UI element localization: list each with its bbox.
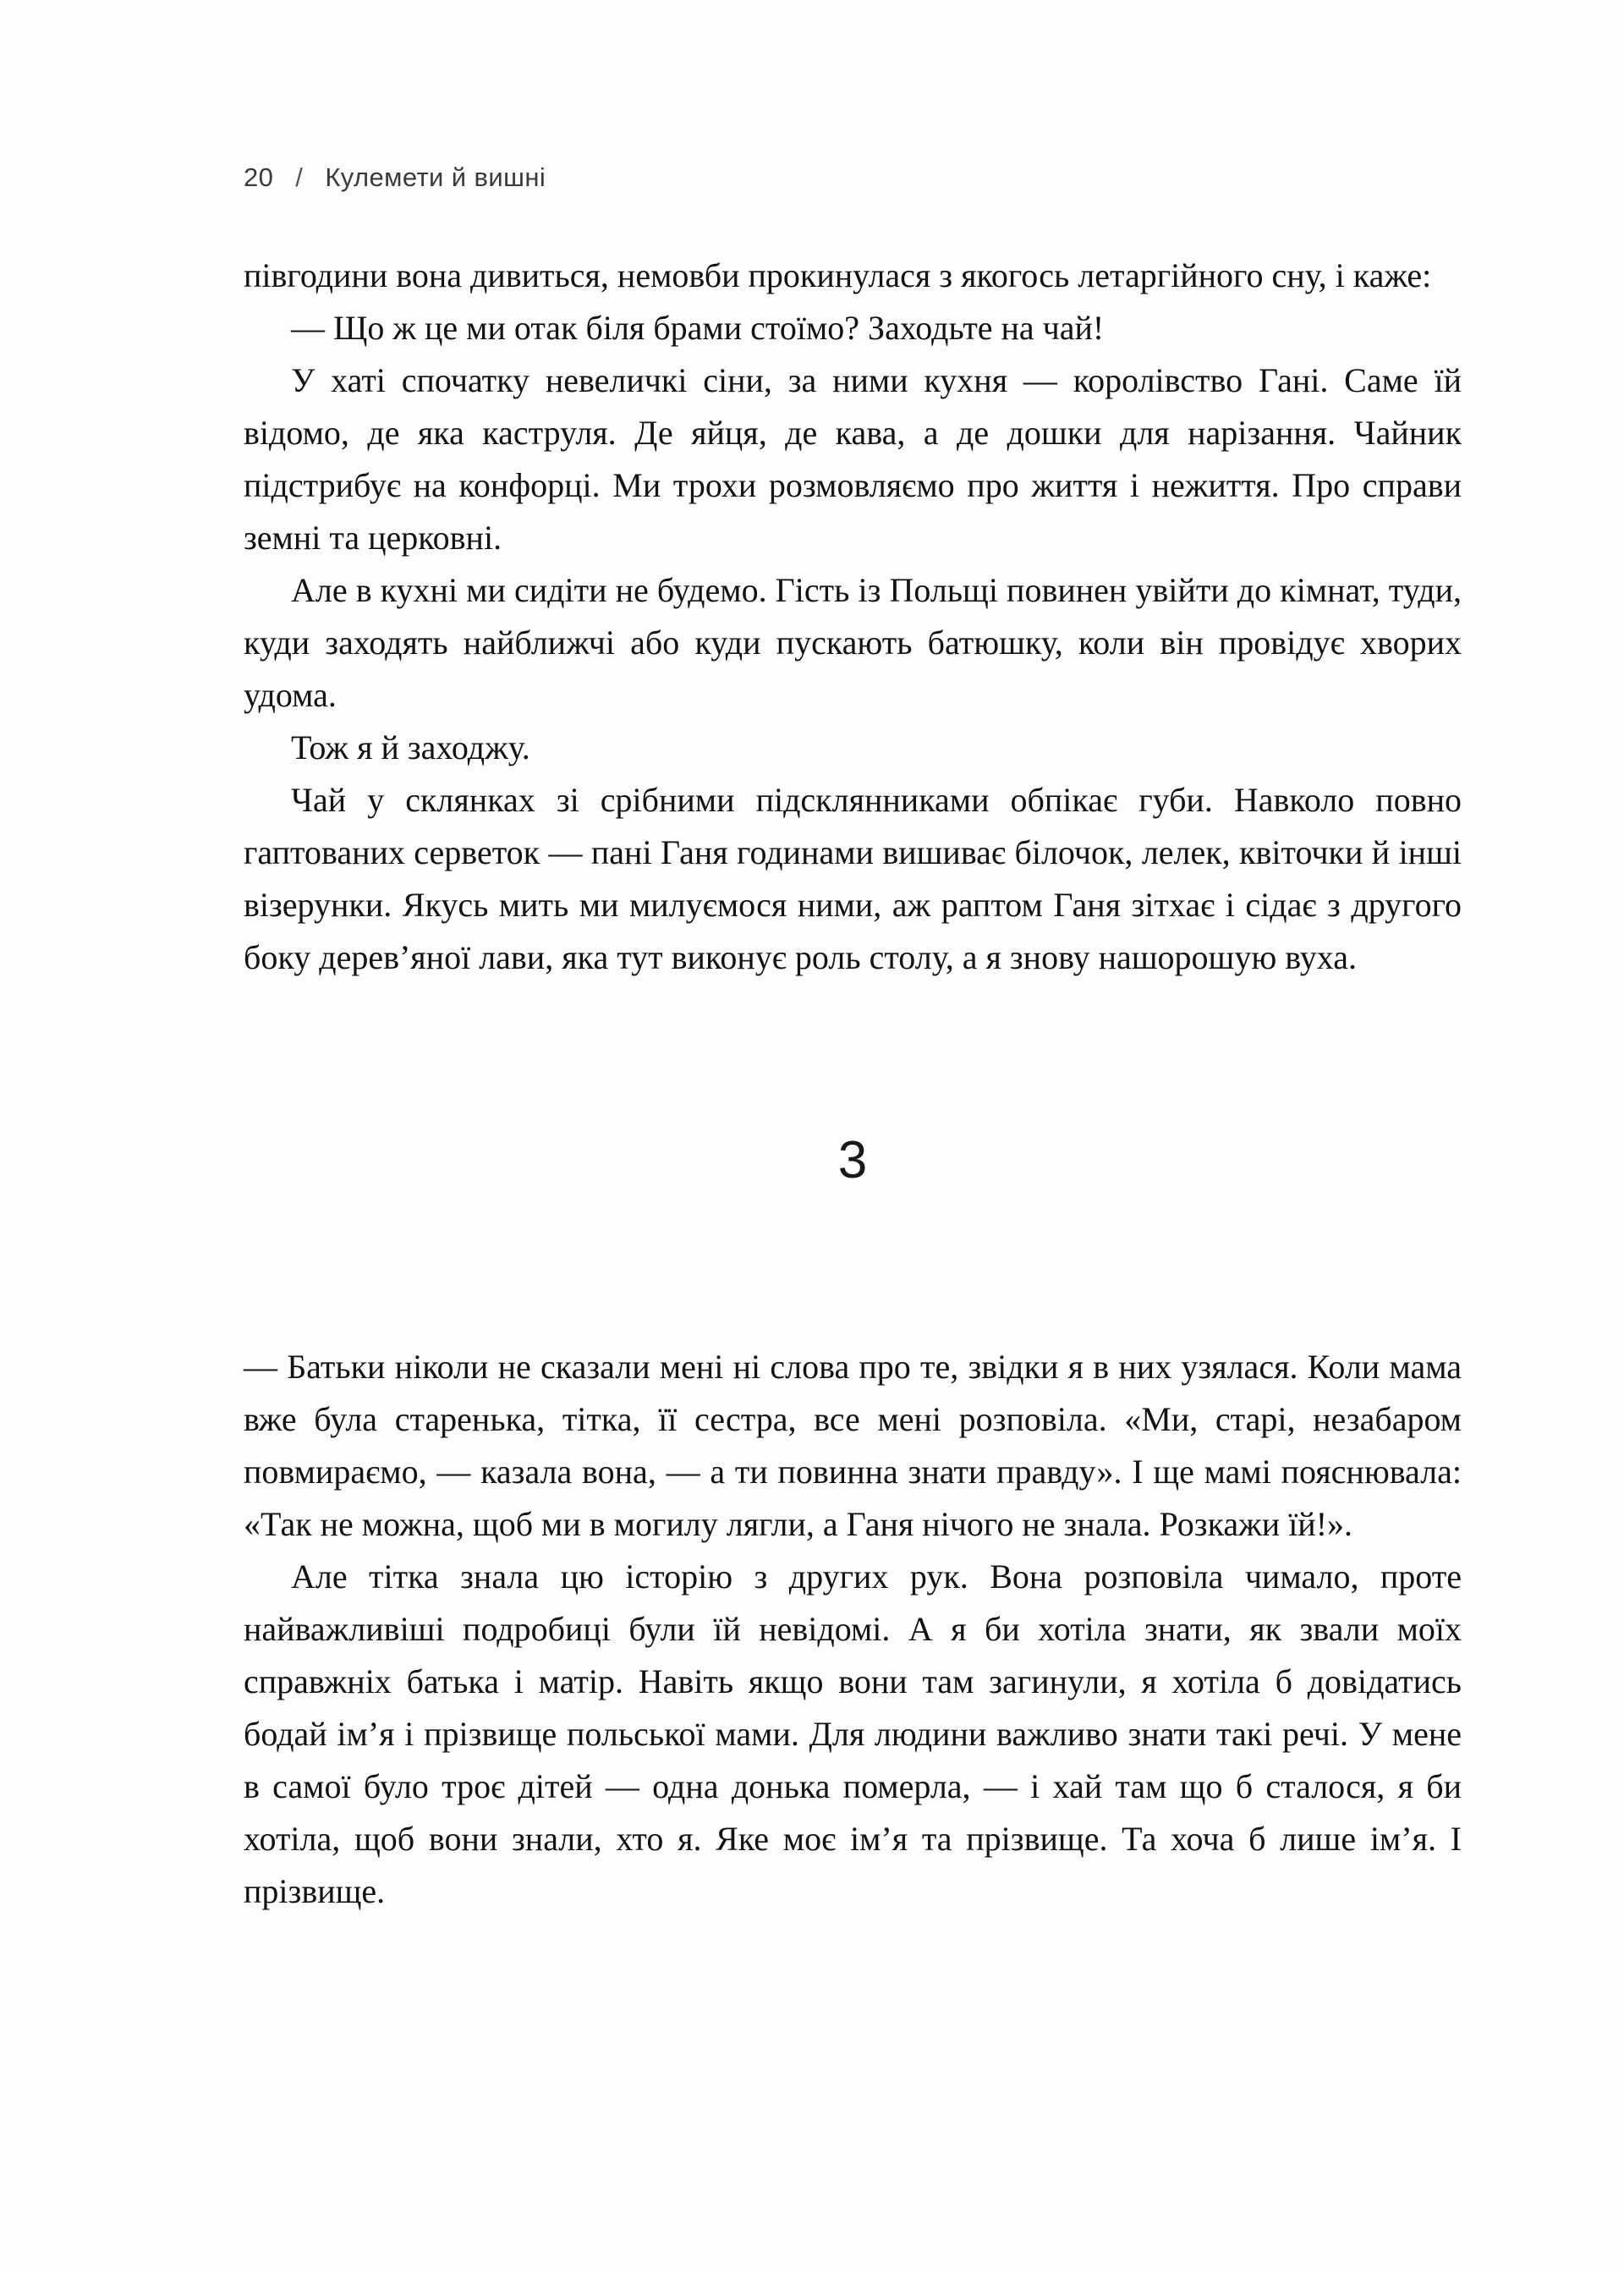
paragraph-kitchen: У хаті спочатку невеличкі сіни, за ними кухня — королівство Гані. Саме їй відомо, де яка каструля. Де яйця, де кава, а де дошки для нарізання. Чайник підстрибує на конфорці. Ми трохи розмовляємо про життя і нежиття. Про справи земні та церковні. bbox=[244, 361, 1462, 557]
section-number-heading: 3 bbox=[837, 1131, 868, 1189]
text-column bbox=[244, 250, 1462, 1918]
paragraph-guest-rooms: Але в кухні ми сидіти не будемо. Гість із Польщі повинен увійти до кімнат, туди, куди заходять найближчі або куди пускають батюшку, коли він провідує хворих удома. bbox=[244, 571, 1462, 714]
paragraph-dialogue-tea-invite: — Що ж це ми отак біля брами стоїмо? Заходьте на чай! bbox=[291, 309, 1105, 347]
paragraph-parents-never-told: — Батьки ніколи не сказали мені ні слова про те, звідки я в них узялася. Коли мама вже була старенька, тітка, її сестра, все мені розповіла. «Ми, старі, незабаром повмираємо, — казала вона, — а ти повинна знати правду». І ще мамі пояснювала: «Так не можна, щоб ми в могилу лягли, а Ганя нічого не знала. Розкажи їй!». bbox=[244, 1348, 1462, 1543]
paragraph-continuation: півгодини вона дивиться, немовби прокинулася з якогось летаргійного сну, і каже: bbox=[244, 256, 1432, 294]
book-title: Кулемети й вишні bbox=[325, 162, 546, 192]
page-number: 20 bbox=[244, 162, 274, 192]
paragraph-so-i-enter: Тож я й заходжу. bbox=[291, 728, 530, 766]
running-head-separator: / bbox=[295, 162, 304, 192]
spacer-after-section bbox=[244, 1187, 1462, 1341]
running-head bbox=[244, 162, 546, 193]
paragraph-tea-glasses: Чай у склянках зі срібними підсклянниками обпікає губи. Навколо повно гаптованих серветок — пані Ганя годинами вишиває білочок, лелек, квіточки й інші візерунки. Якусь мить ми милуємося ними, аж раптом Ганя зітхає і сідає з другого боку дерев’яної лави, яка тут виконує роль столу, а я знову нашорошую вуха. bbox=[244, 781, 1462, 976]
spacer-before-section bbox=[244, 984, 1462, 1134]
paragraph-aunt-secondhand: Але тітка знала цю історію з других рук. Вона розповіла чимало, проте найважливіші подробиці були їй невідомі. А я би хотіла знати, як звали моїх справжніх батька і матір. Навіть якщо вони там загинули, я хотіла б довідатись бодай ім’я і прізвище польської мами. Для людини важливо знати такі речі. У мене в самої було троє дітей — одна донька померла, — і хай там що б сталося, я би хотіла, щоб вони знали, хто я. Яке моє ім’я та прізвище. Та хоча б лише ім’я. І прізвище. bbox=[244, 1557, 1462, 1910]
